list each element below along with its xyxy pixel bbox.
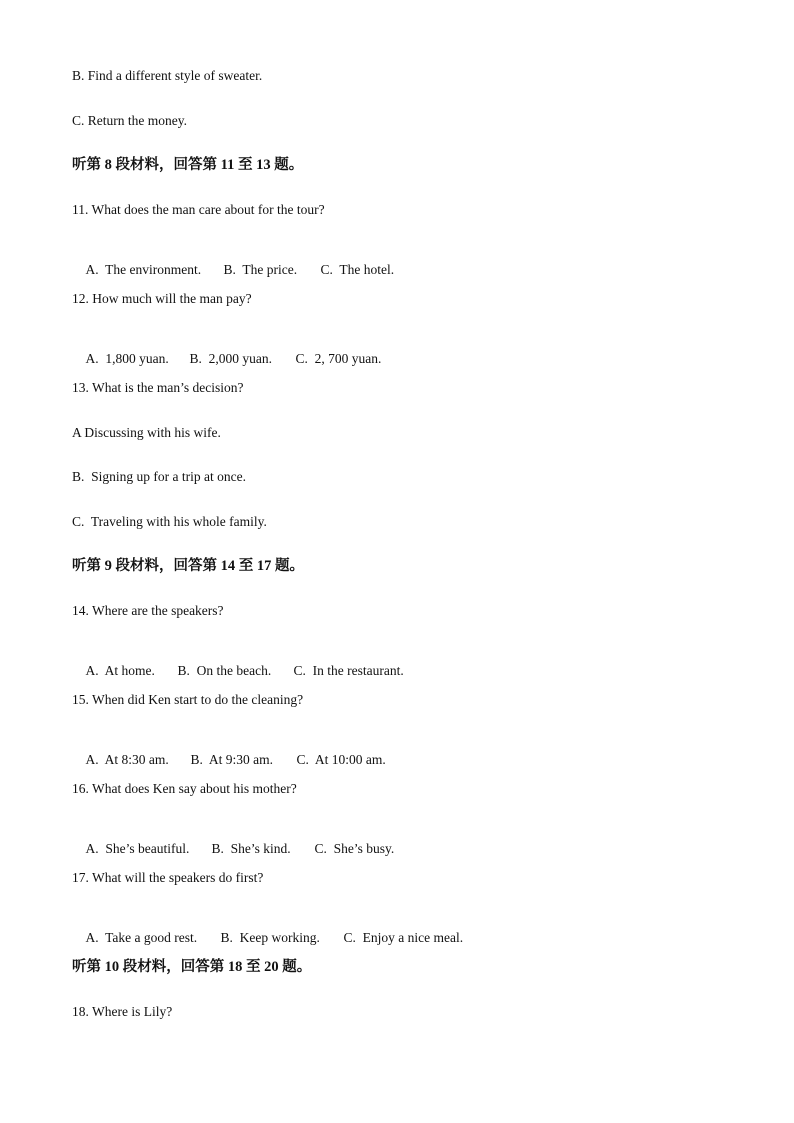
- option-b: B. 2,000 yuan.: [189, 351, 272, 366]
- option-b: B. On the beach.: [177, 663, 272, 678]
- option-b: B. Keep working.: [220, 930, 320, 945]
- question-17-options: [72, 914, 463, 962]
- question-12-options: [72, 335, 381, 383]
- option-a: A. Take a good rest.: [85, 930, 198, 945]
- option-line: B. Signing up for a trip at once.: [72, 469, 246, 484]
- option-a: A. 1,800 yuan.: [85, 351, 169, 366]
- question-16: 16. What does Ken say about his mother?: [72, 781, 297, 796]
- section-heading: 听第 8 段材料，回答第 11 至 13 题。: [72, 157, 304, 173]
- question-11-options: [72, 246, 394, 294]
- question-13: 13. What is the man’s decision?: [72, 380, 244, 395]
- question-18: 18. Where is Lily?: [72, 1004, 173, 1019]
- question-17: 17. What will the speakers do first?: [72, 870, 264, 885]
- option-a: A. At 8:30 am.: [85, 752, 169, 767]
- question-14-options: [72, 647, 404, 695]
- option-line: B. Find a different style of sweater.: [72, 68, 263, 83]
- section-heading: 听第 10 段材料，回答第 18 至 20 题。: [72, 959, 312, 975]
- option-c: C. 2, 700 yuan.: [295, 351, 382, 366]
- option-line: C. Return the money.: [72, 113, 187, 128]
- option-b: B. At 9:30 am.: [190, 752, 274, 767]
- question-16-options: [72, 825, 394, 873]
- option-line: C. Traveling with his whole family.: [72, 514, 267, 529]
- option-c: C. At 10:00 am.: [296, 752, 386, 767]
- option-a: A. The environment.: [85, 262, 202, 277]
- option-c: C. The hotel.: [320, 262, 395, 277]
- question-12: 12. How much will the man pay?: [72, 291, 252, 306]
- option-b: B. The price.: [223, 262, 298, 277]
- option-line: A Discussing with his wife.: [72, 425, 221, 440]
- section-heading: 听第 9 段材料，回答第 14 至 17 题。: [72, 558, 304, 574]
- option-c: C. Enjoy a nice meal.: [343, 930, 464, 945]
- question-15-options: [72, 736, 386, 784]
- question-15: 15. When did Ken start to do the cleaning?: [72, 692, 304, 707]
- option-b: B. She’s kind.: [211, 841, 291, 856]
- option-a: A. At home.: [85, 663, 155, 678]
- option-c: C. In the restaurant.: [293, 663, 404, 678]
- option-a: A. She’s beautiful.: [85, 841, 190, 856]
- option-c: C. She’s busy.: [314, 841, 395, 856]
- question-14: 14. Where are the speakers?: [72, 603, 224, 618]
- question-11: 11. What does the man care about for the tour?: [72, 202, 325, 217]
